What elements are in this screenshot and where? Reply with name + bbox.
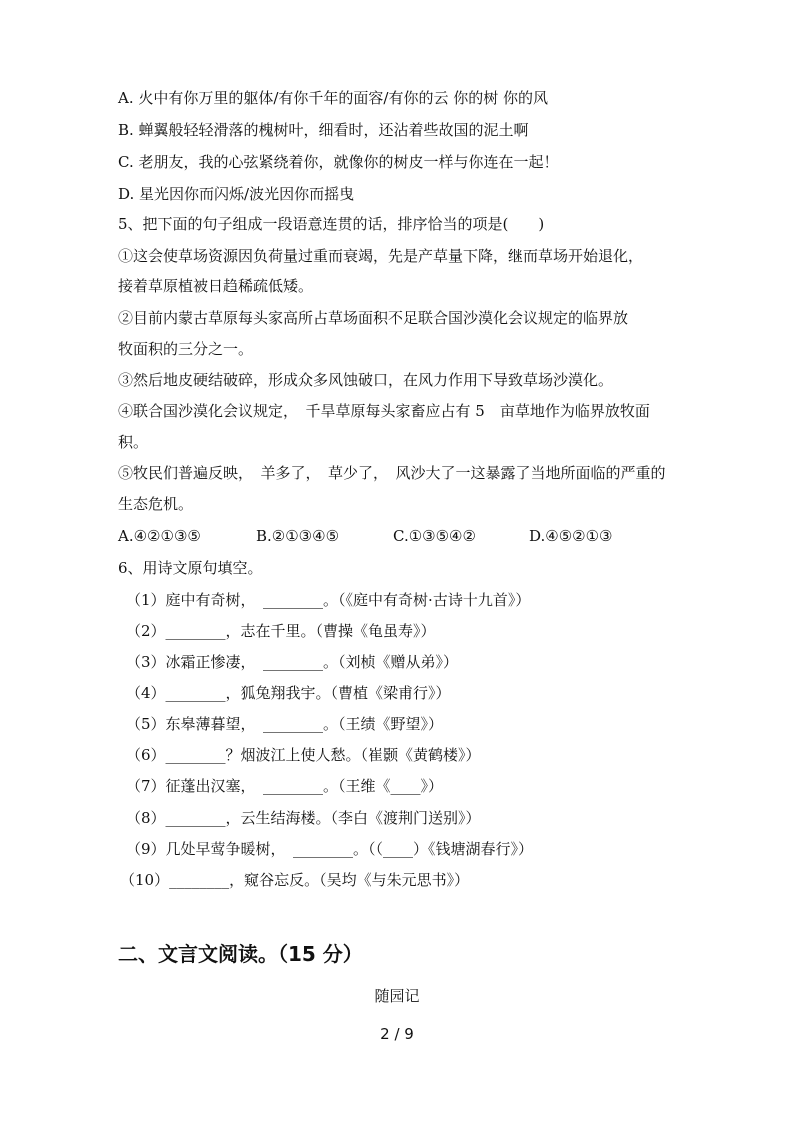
reading-title: 随园记 bbox=[374, 987, 420, 1005]
q6-item: （9）几处早莺争暖树， ________。（（____）《钱塘湖春行》） bbox=[126, 840, 534, 858]
q5-option-d: D.④⑤②①③ bbox=[529, 527, 613, 545]
q6-item: （10）________，窥谷忘反。（吴均《与朱元思书》） bbox=[120, 871, 470, 889]
q5-sentence-2-line-1: ②目前内蒙古草原每头家高所占草场面积不足联合国沙漠化会议规定的临界放 bbox=[118, 309, 629, 327]
section-title: 二、文言文阅读。（15 分） bbox=[118, 942, 363, 966]
q5-sentence-5-line-1: ⑤牧民们普遍反映， 羊多了， 草少了， 风沙大了一这暴露了当地所面临的严重的 bbox=[118, 464, 666, 482]
option-d-prev: D. 星光因你而闪烁/波光因你而摇曳 bbox=[118, 185, 355, 203]
q5-option-b: B.②①③④⑤ bbox=[256, 527, 340, 545]
q6-item: （4）________，狐兔翔我宇。（曹植《梁甫行》） bbox=[126, 684, 451, 702]
q6-item: （7）征蓬出汉塞， ________。（王维《____》） bbox=[126, 777, 444, 795]
q5-option-a: A.④②①③⑤ bbox=[118, 527, 201, 545]
q5-sentence-1-line-1: ①这会使草场资源因负荷量过重而衰竭，先是产草量下降，继而草场开始退化， bbox=[118, 247, 644, 265]
q5-sentence-3: ③然后地皮硬结破碎，形成众多风蚀破口，在风力作用下导致草场沙漠化。 bbox=[118, 371, 614, 389]
q5-sentence-1-line-2: 接着草原植被日趋稀疏低矮。 bbox=[118, 277, 314, 295]
q5-option-c: C.①③⑤④② bbox=[393, 527, 476, 545]
q6-item: （1）庭中有奇树， ________。（《庭中有奇树·古诗十九首》） bbox=[126, 591, 531, 609]
question-6-stem: 6、用诗文原句填空。 bbox=[118, 559, 263, 577]
q6-item: （8）________，云生结海楼。（李白《渡荆门送别》） bbox=[126, 809, 481, 827]
q6-item: （5）东皋薄暮望， ________。（王绩《野望》） bbox=[126, 715, 444, 733]
option-b-prev: B. 蝉翼般轻轻滑落的槐树叶，细看时，还沾着些故国的泥土啊 bbox=[118, 121, 529, 139]
q6-item: （6）________？烟波江上使人愁。（崔颢《黄鹤楼》） bbox=[126, 746, 481, 764]
q5-sentence-2-line-2: 牧面积的三分之一。 bbox=[118, 340, 254, 358]
q5-sentence-4-line-1: ④联合国沙漠化会议规定， 千旱草原每头家畜应占有 5 亩草地作为临界放牧面 bbox=[118, 402, 650, 420]
question-5-stem: 5、把下面的句子组成一段语意连贯的话，排序恰当的项是( ) bbox=[118, 215, 545, 233]
option-a-prev: A. 火中有你万里的躯体/有你千年的面容/有你的云 你的树 你的风 bbox=[118, 89, 549, 107]
option-c-prev: C. 老朋友，我的心弦紧绕着你，就像你的树皮一样与你连在一起！ bbox=[118, 153, 559, 171]
page-number: 2 / 9 bbox=[380, 1025, 414, 1043]
q5-sentence-5-line-2: 生态危机。 bbox=[118, 495, 194, 513]
q6-item: （3）冰霜正惨凄， ________。（刘桢《赠从弟》） bbox=[126, 653, 459, 671]
q5-options bbox=[118, 526, 613, 546]
q6-item: （2）________，志在千里。（曹操《龟虽寿》） bbox=[126, 622, 436, 640]
q5-sentence-4-line-2: 积。 bbox=[118, 433, 149, 451]
